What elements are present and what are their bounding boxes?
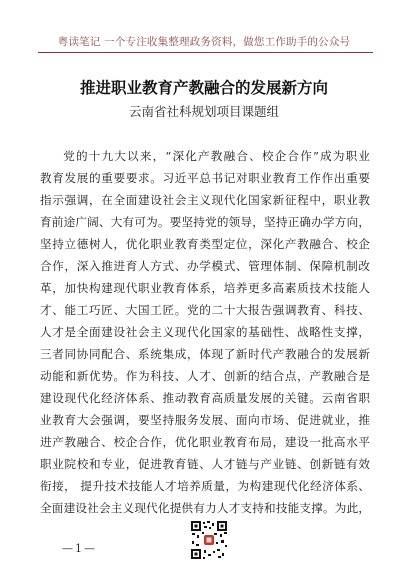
body-line: 衔接， 提升技术技能人才培养质量，为构建现代化经济体系、 xyxy=(40,479,370,493)
body-line: 指示强调，在全面建设社会主义现代化国家新征程中，职业教 xyxy=(40,193,370,207)
body-line: 业教育大会强调，要坚持服务发展、面向市场、促进就业，推 xyxy=(40,413,370,427)
header-rule xyxy=(38,52,373,53)
body-line: 人才是全面建设社会主义现代化国家的基础性、战略性支撑， xyxy=(40,325,370,339)
body-line: 职业院校和专业，促进教育链、人才链与产业链、创新链有效 xyxy=(40,457,370,471)
body-line: 才、能工巧匠、大国工匠。党的二十大报告强调教育、科技、 xyxy=(40,303,370,317)
body-line: 党的十九大以来，“深化产教融合、校企合作”成为职业 xyxy=(63,149,370,163)
body-line: 育前途广阔、大有可为。要坚持党的领导，坚持正确办学方向， xyxy=(40,215,370,229)
body-line: 教育发展的重要要求。习近平总书记对职业教育工作作出重要 xyxy=(40,171,370,185)
body-line: 建设现代化经济体系、推动教育高质量发展的关键。云南省职 xyxy=(40,391,370,405)
page-number: —1— xyxy=(62,542,97,555)
document-subtitle: 云南省社科规划项目课题组 xyxy=(128,104,279,119)
body-line: 全面建设社会主义现代化提供有力人才支持和技能支撑。为此， xyxy=(40,501,370,515)
body-line: 革，加快构建现代职业教育体系，培养更多高素质技术技能人 xyxy=(40,281,370,295)
body-text xyxy=(40,145,370,519)
qr-code-icon xyxy=(190,520,228,560)
document-title: 推进职业教育产教融合的发展新方向 xyxy=(79,78,328,97)
body-line: 合作，深入推进育人方式、办学模式、管理体制、保障机制改 xyxy=(40,259,370,273)
body-line: 三者同协同配合、系统集成，体现了新时代产教融合的发展新 xyxy=(40,347,370,361)
page-header: 粤读笔记 一个专注收集整理政务资料，做您工作助手的公众号 xyxy=(57,36,351,48)
body-line: 动能和新优势。作为科技、人才、创新的结合点，产教融合是 xyxy=(40,369,370,383)
body-line: 坚持立德树人，优化职业教育类型定位，深化产教融合、校企 xyxy=(40,237,370,251)
body-line: 进产教融合、校企合作，优化职业教育布局，建设一批高水平 xyxy=(40,435,370,449)
